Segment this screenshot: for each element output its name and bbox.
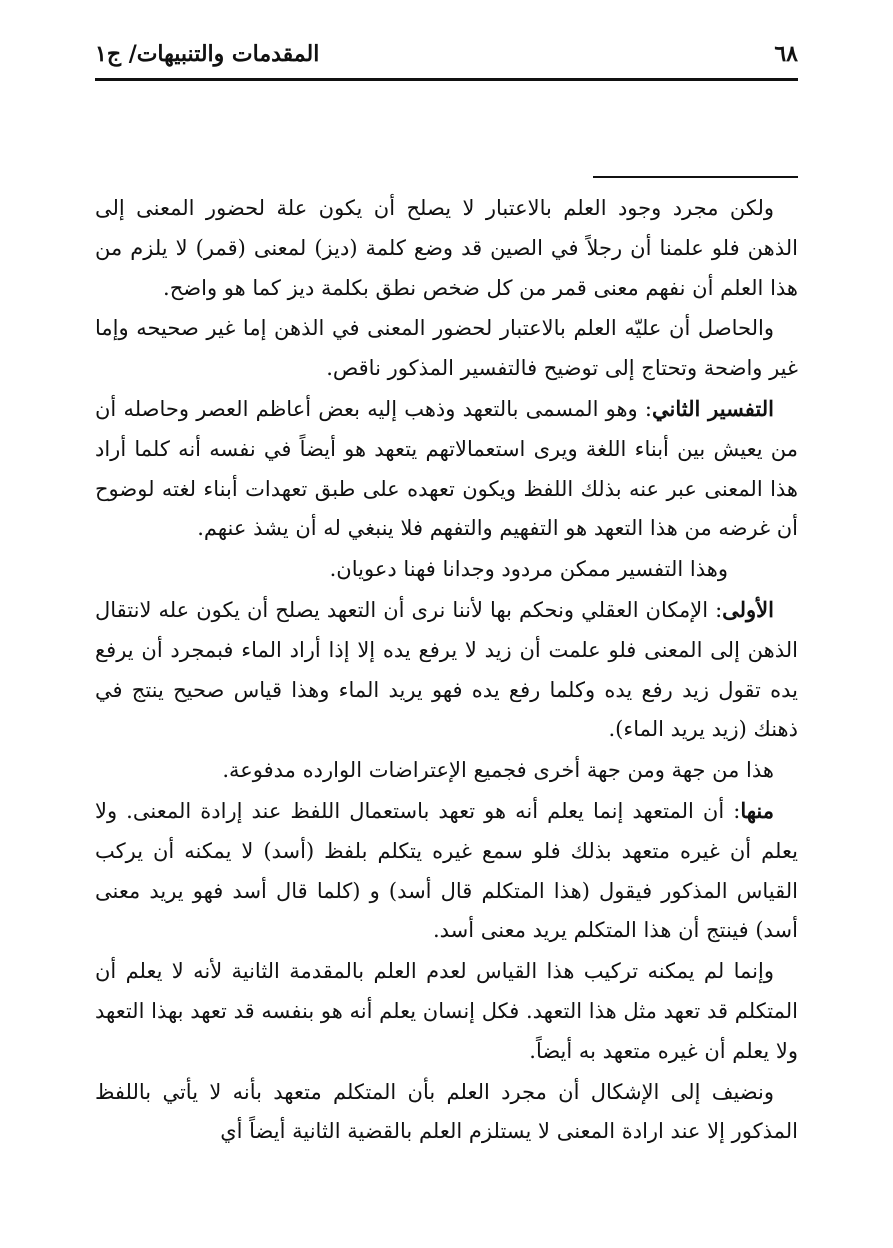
- paragraph: [95, 308, 798, 389]
- page-header: [95, 34, 798, 74]
- separator-rule: [593, 176, 798, 178]
- paragraph-lead: التفسير الثاني: [651, 395, 774, 421]
- paragraph-text: ولكن مجرد وجود العلم بالاعتبار لا يصلح أن يكون علة لحضور المعنى إلى الذهن فلو علمنا أن رجلاً في الصين قد وضع كلمة (ديز) لمعنى (قمر) لا يلزم من هذا العلم أن نفهم معنى قمر من كل ضخص نطق بكلمة ديز كما هو واضح.: [95, 196, 798, 300]
- paragraph: [95, 750, 798, 791]
- body-text: [95, 188, 798, 1152]
- paragraph-text: وهذا التفسير ممكن مردود وجدانا فهنا دعويان.: [329, 557, 728, 582]
- paragraph: [95, 590, 798, 750]
- paragraph-text: هذا من جهة ومن جهة أخرى فجميع الإعتراضات الوارده مدفوعة.: [222, 758, 774, 783]
- paragraph: [95, 389, 798, 549]
- paragraph-lead: الأولى: [722, 596, 774, 622]
- running-title: المقدمات والتنبيهات/ ج١: [95, 41, 320, 67]
- paragraph-text: : الإمكان العقلي ونحكم بها لأننا نرى أن التعهد يصلح أن يكون عله لانتقال الذهن إلى المعنى فلو علمت أن زيد لا يرفع يده إلا إذا أراد الماء فبمجرد أن يرفع يده تقول زيد رفع يده وكلما رفع يده فهو يريد الماء وهذا قياس صحيح ينتج في ذهنك (زيد يريد الماء).: [95, 597, 798, 742]
- paragraph: [95, 188, 798, 308]
- paragraph-lead: منها: [740, 797, 774, 823]
- paragraph-text: : أن المتعهد إنما يعلم أنه هو تعهد باستعمال اللفظ عند إرادة المعنى. ولا يعلم أن غيره متعهد بذلك فلو سمع غيره يتكلم بلفظ (أسد) لا يمكنه أن يركب القياس المذكور فيقول (هذا المتكلم قال أسد) و (كلما قال أسد فهو يريد معنى أسد) فينتج أن هذا المتكلم يريد معنى أسد.: [95, 798, 798, 943]
- paragraph: [95, 951, 798, 1071]
- paragraph: [95, 1072, 798, 1153]
- page-number: ٦٨: [774, 41, 798, 67]
- paragraph-text: والحاصل أن عليّه العلم بالاعتبار لحضور المعنى في الذهن إما غير صحيحه وإما غير واضحة وتحتاج إلى توضيح فالتفسير المذكور ناقص.: [95, 316, 798, 381]
- paragraph: [95, 549, 798, 590]
- paragraph: [95, 791, 798, 951]
- header-rule: [95, 78, 798, 81]
- paragraph-text: ونضيف إلى الإشكال أن مجرد العلم بأن المتكلم متعهد بأنه لا يأتي باللفظ المذكور إلا عند ارادة المعنى لا يستلزم العلم بالقضية الثانية أيضاً أي: [95, 1079, 798, 1144]
- paragraph-text: : وهو المسمى بالتعهد وذهب إليه بعض أعاظم العصر وحاصله أن من يعيش بين أبناء اللغة ويرى استعمالاتهم يتعهد هو أيضاً في نفسه أنه كلما أراد هذا المعنى عبر عنه بذلك اللفظ ويكون تعهده على طبق تعهدات أبناء لغته لوضوح أن غرضه من هذا التعهد هو التفهيم والتفهم فلا ينبغي له أن يشذ عنهم.: [95, 396, 798, 541]
- paragraph-text: وإنما لم يمكنه تركيب هذا القياس لعدم العلم بالمقدمة الثانية لأنه لا يعلم أن المتكلم قد تعهد مثل هذا التعهد. فكل إنسان يعلم أنه هو بنفسه قد تعهد بهذا التعهد ولا يعلم أن غيره متعهد به أيضاً.: [95, 959, 798, 1063]
